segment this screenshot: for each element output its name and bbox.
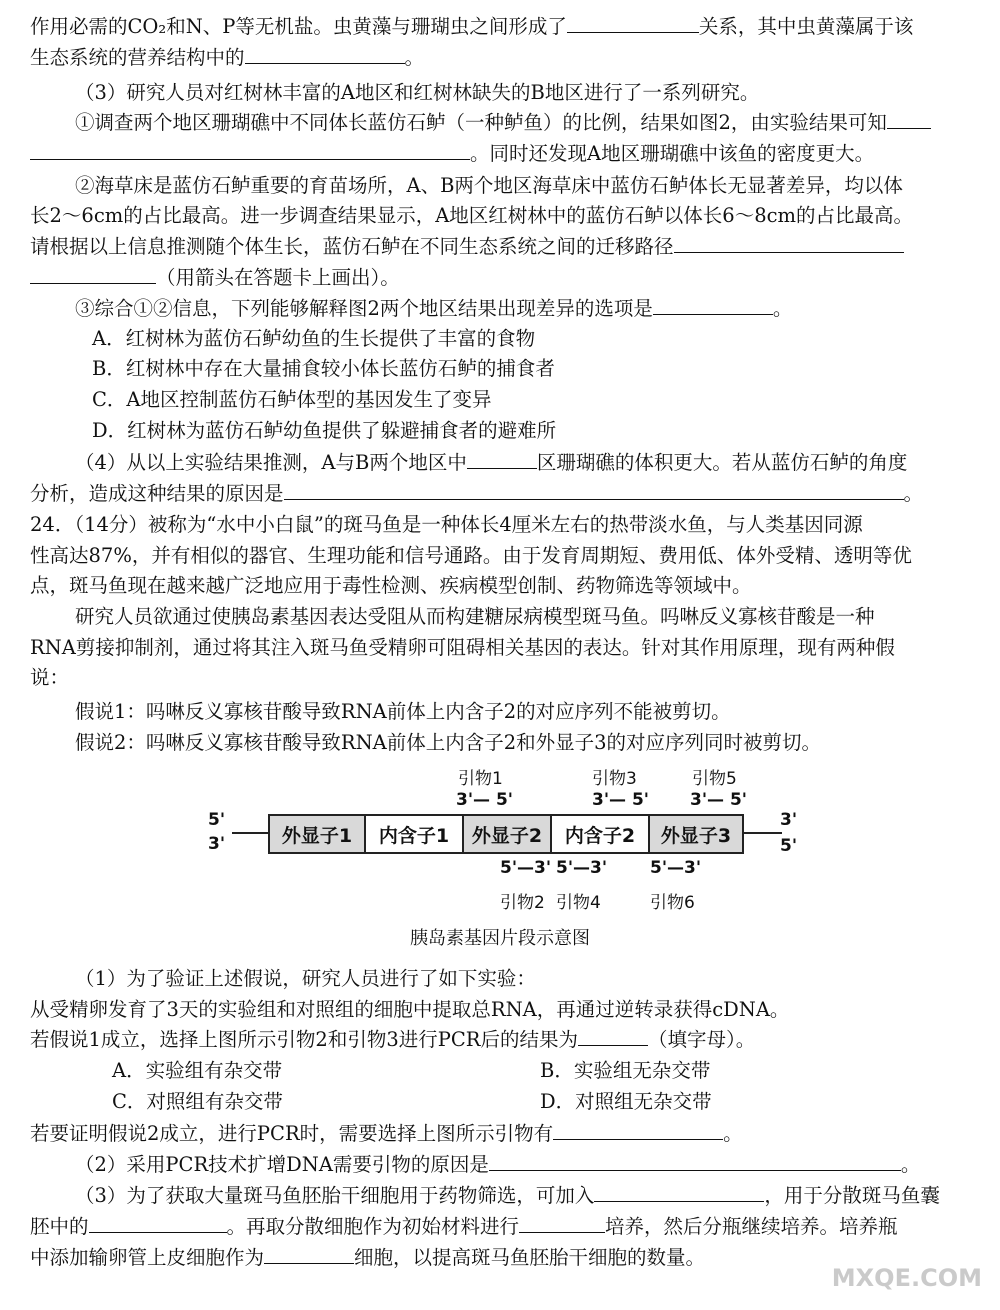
text-line: （3）为了获取大量斑马鱼胚胎干细胞用于药物筛选，可加入 ，用于分散斑马鱼囊	[75, 1181, 940, 1211]
text-line: 研究人员欲通过使胰岛素基因表达受阻从而构建糖尿病模型斑马鱼。吗啉反义寡核苷酸是一种	[75, 605, 875, 628]
primer-5-arrow: 3'— 5'	[690, 790, 747, 810]
five-prime-left: 5'	[208, 810, 226, 830]
answer-blank[interactable]	[674, 232, 904, 253]
option-a: A．红树林为蓝仿石鲈幼鱼的生长提供了丰富的食物	[92, 327, 536, 350]
primer-3-arrow: 3'— 5'	[592, 790, 649, 810]
option-d: D．对照组无杂交带	[540, 1090, 712, 1113]
text-line: （1）为了验证上述假说，研究人员进行了如下实验：	[75, 967, 536, 990]
text-line: 胚中的 。再取分散细胞作为初始材料进行 培养，然后分瓶继续培养。培养瓶	[30, 1212, 898, 1242]
answer-blank[interactable]	[567, 12, 699, 33]
primer-4-label: 引物4	[556, 893, 601, 913]
primer-1-arrow: 3'— 5'	[456, 790, 513, 810]
text-line: RNA剪接抑制剂，通过将其注入斑马鱼受精卵可阻碍相关基因的表达。针对其作用原理，现有两种假	[30, 636, 895, 659]
text-line: 作用必需的CO₂和N、P等无机盐。虫黄藻与珊瑚虫之间形成了 关系，其中虫黄藻属于该	[30, 12, 913, 42]
text-line: 。同时还发现A地区珊瑚礁中该鱼的密度更大。	[30, 139, 874, 169]
answer-blank[interactable]	[578, 1025, 648, 1046]
three-prime-right: 3'	[780, 810, 798, 830]
diagram-caption: 胰岛素基因片段示意图	[410, 928, 590, 949]
primer-6-arrow: 5'—3'	[650, 858, 702, 878]
text-line: 中添加输卵管上皮细胞作为 细胞，以提高斑马鱼胚胎干细胞的数量。	[30, 1243, 705, 1273]
primer-1-label: 引物1	[458, 769, 503, 789]
answer-blank[interactable]	[489, 1150, 901, 1171]
option-b: B．红树林中存在大量捕食较小体长蓝仿石鲈的捕食者	[92, 357, 555, 380]
answer-blank[interactable]	[245, 43, 405, 64]
question-24-stem: 24．（14分）被称为“水中小白鼠”的斑马鱼是一种体长4厘米左右的热带淡水鱼，与人类基因同源	[30, 513, 863, 536]
option-c: C．A地区控制蓝仿石鲈体型的基因发生了变异	[92, 388, 492, 411]
answer-blank[interactable]	[594, 1181, 764, 1202]
answer-blank[interactable]	[553, 1119, 723, 1140]
text-line: ②海草床是蓝仿石鲈重要的育苗场所，A、B两个地区海草床中蓝仿石鲈体长无显著差异，均以体	[75, 174, 903, 197]
text-line: （4）从以上实验结果推测，A与B两个地区中 区珊瑚礁的体积更大。若从蓝仿石鲈的角度	[75, 448, 907, 478]
answer-blank[interactable]	[887, 108, 931, 129]
answer-blank[interactable]	[89, 1212, 227, 1233]
answer-blank[interactable]	[653, 294, 773, 315]
text-line: 点，斑马鱼现在越来越广泛地应用于毒性检测、疾病模型创制、药物筛选等领域中。	[30, 574, 752, 597]
text-line: 性高达87%，并有相似的器官、生理功能和信号通路。由于发育周期短、费用低、体外受精、透明等优	[30, 544, 912, 567]
answer-blank[interactable]	[30, 139, 470, 160]
strand-line-right	[744, 832, 782, 834]
intron-2: 内含子2	[550, 814, 650, 854]
primer-2-arrow: 5'—3'	[500, 858, 552, 878]
intron-1: 内含子1	[364, 814, 464, 854]
answer-blank[interactable]	[467, 448, 537, 469]
option-b: B．实验组无杂交带	[540, 1059, 711, 1082]
text-line: 从受精卵发育了3天的实验组和对照组的细胞中提取总RNA，再通过逆转录获得cDNA。	[30, 998, 790, 1021]
primer-3-label: 引物3	[592, 769, 637, 789]
answer-blank[interactable]	[284, 479, 904, 500]
text-line: 分析，造成这种结果的原因是 。	[30, 479, 923, 509]
watermark-logo: MXQE.COM	[831, 1264, 982, 1292]
option-d: D．红树林为蓝仿石鲈幼鱼提供了躲避捕食者的避难所	[92, 419, 557, 442]
answer-blank[interactable]	[30, 263, 156, 284]
text-line: ③综合①②信息，下列能够解释图2两个地区结果出现差异的选项是 。	[75, 294, 792, 324]
text-line: 生态系统的营养结构中的 。	[30, 43, 424, 73]
text-line: （2）采用PCR技术扩增DNA需要引物的原因是 。	[75, 1150, 920, 1180]
three-prime-left: 3'	[208, 834, 226, 854]
primer-4-arrow: 5'—3'	[556, 858, 608, 878]
text-line: ①调查两个地区珊瑚礁中不同体长蓝仿石鲈（一种鲈鱼）的比例，结果如图2，由实验结果可知	[75, 108, 931, 138]
text-line: （用箭头在答题卡上画出）。	[30, 263, 400, 293]
text-line: 若要证明假说2成立，进行PCR时，需要选择上图所示引物有 。	[30, 1119, 743, 1149]
text-line: （3）研究人员对红树林丰富的A地区和红树林缺失的B地区进行了一系列研究。	[75, 81, 760, 104]
text-line: 请根据以上信息推测随个体生长，蓝仿石鲈在不同生态系统之间的迁移路径	[30, 232, 904, 262]
exon-2: 外显子2	[462, 814, 552, 854]
option-a: A．实验组有杂交带	[112, 1059, 283, 1082]
text-line: 说：	[30, 666, 70, 689]
text-line: 长2～6cm的占比最高。进一步调查结果显示，A地区红树林中的蓝仿石鲈以体长6～8cm的占比最高。	[30, 204, 914, 227]
option-c: C．对照组有杂交带	[112, 1090, 283, 1113]
five-prime-right: 5'	[780, 836, 798, 856]
hypothesis-1: 假说1：吗啉反义寡核苷酸导致RNA前体上内含子2的对应序列不能被剪切。	[75, 700, 731, 723]
text-line: 若假说1成立，选择上图所示引物2和引物3进行PCR后的结果为 （填字母）。	[30, 1025, 755, 1055]
exon-1: 外显子1	[268, 814, 366, 854]
exon-3: 外显子3	[648, 814, 744, 854]
primer-2-label: 引物2	[500, 893, 545, 913]
strand-line-left	[232, 832, 270, 834]
primer-5-label: 引物5	[692, 769, 737, 789]
answer-blank[interactable]	[519, 1212, 605, 1233]
hypothesis-2: 假说2：吗啉反义寡核苷酸导致RNA前体上内含子2和外显子3的对应序列同时被剪切。	[75, 731, 822, 754]
primer-6-label: 引物6	[650, 893, 695, 913]
answer-blank[interactable]	[264, 1243, 354, 1264]
